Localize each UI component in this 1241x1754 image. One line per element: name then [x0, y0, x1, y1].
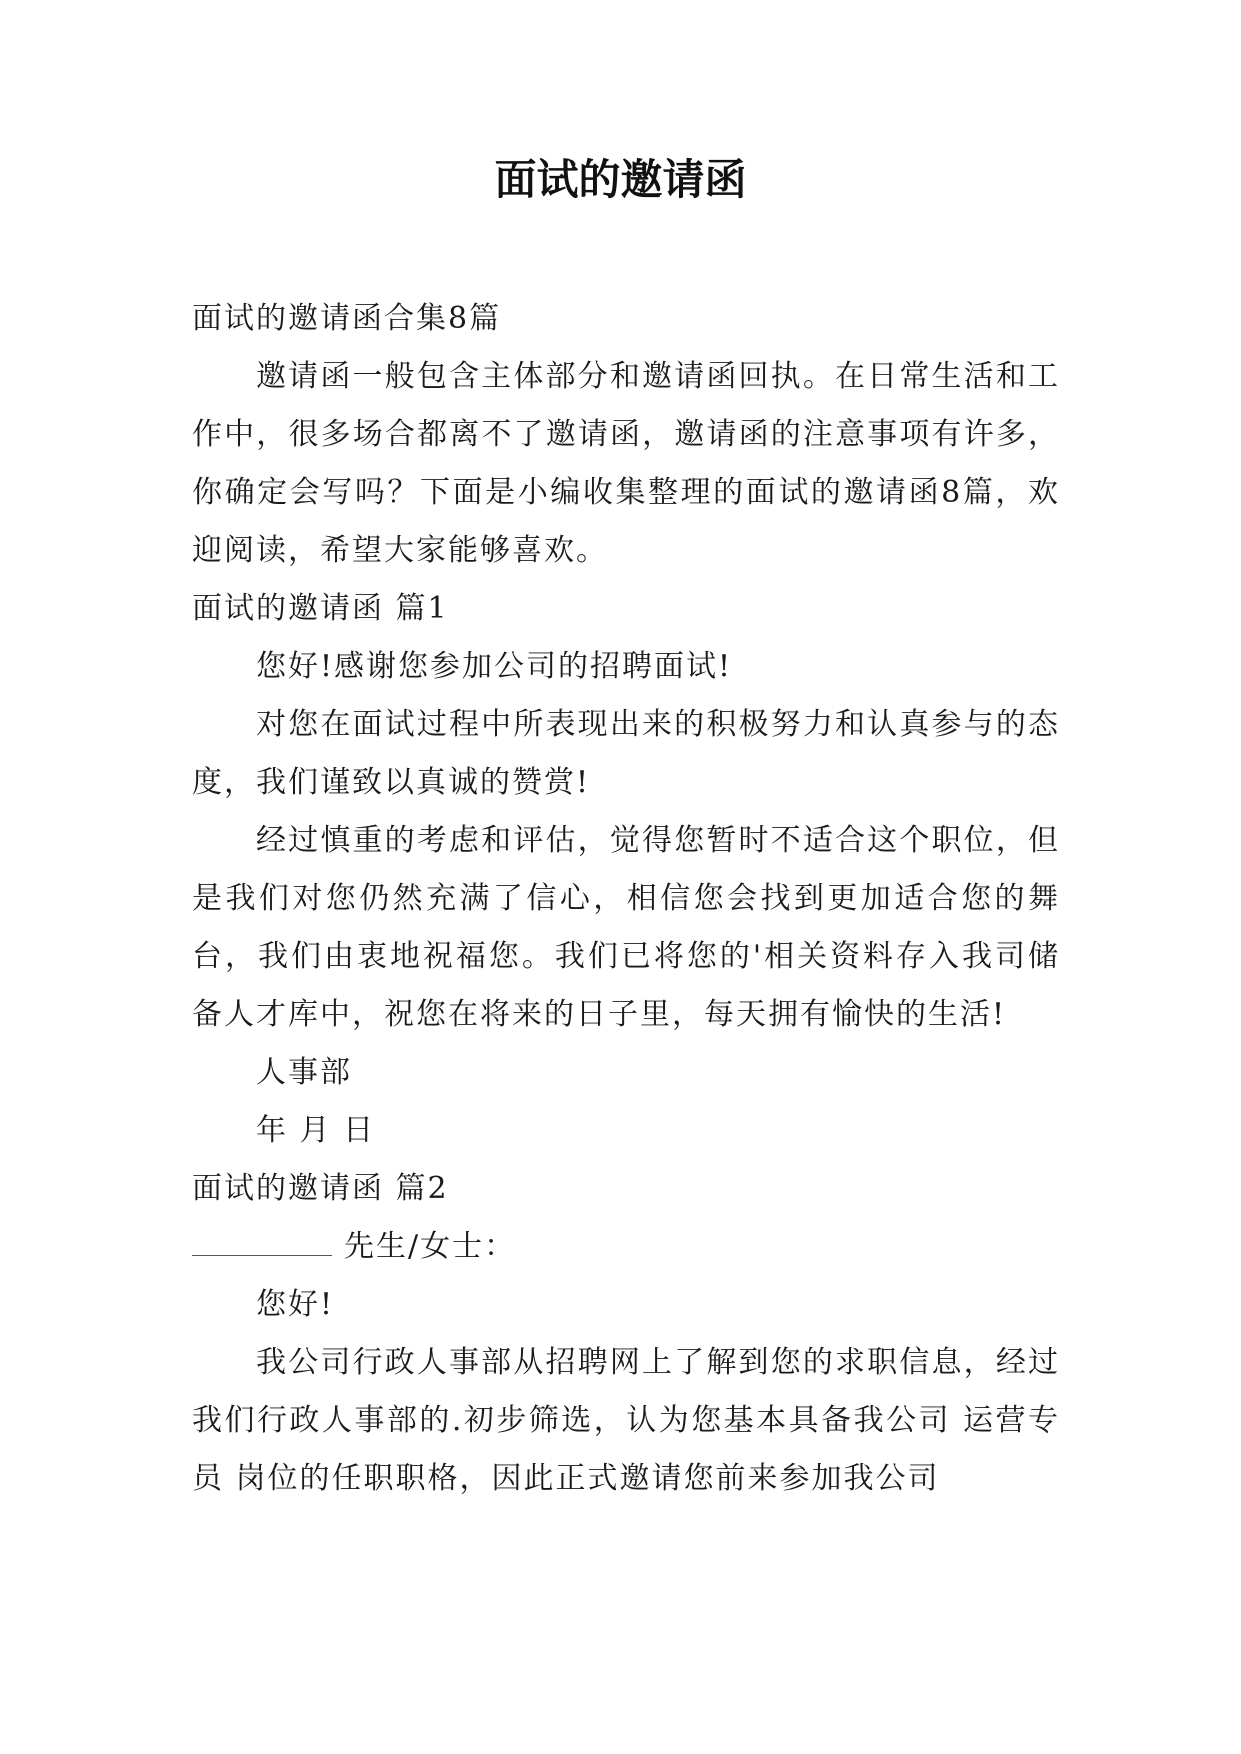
appreciation-paragraph: 对您在面试过程中所表现出来的积极努力和认真参与的态度，我们谨致以真诚的赞赏! [192, 707, 1060, 800]
name-blank [192, 1225, 332, 1256]
decision-paragraph: 经过慎重的考虑和评估，觉得您暂时不适合这个职位，但是我们对您仍然充满了信心，相信您会找到更加适合您的舞台，我们由衷地祝福您。我们已将您的'相关资料存入我司储备人才库中，祝您在将来的日子里，每天拥有愉快的生活! [192, 823, 1060, 1032]
greeting-2: 您好! [256, 1287, 335, 1322]
salutation-text: 先生/女士： [344, 1229, 517, 1264]
greeting-paragraph: 您好!感谢您参加公司的招聘面试! [256, 649, 733, 684]
document-title: 面试的邀请函 [494, 155, 747, 204]
section-heading-2: 面试的邀请函 篇2 [192, 1171, 449, 1206]
signature-department: 人事部 [256, 1055, 352, 1090]
signature-date: 年 月 日 [256, 1113, 376, 1148]
section-heading-1: 面试的邀请函 篇1 [192, 591, 449, 626]
salutation-line [192, 1218, 1060, 1276]
collection-subtitle: 面试的邀请函合集8篇 [192, 301, 502, 336]
intro-paragraph: 邀请函一般包含主体部分和邀请函回执。在日常生活和工作中，很多场合都离不了邀请函，邀请函的注意事项有许多，你确定会写吗？下面是小编收集整理的面试的邀请函8篇，欢迎阅读，希望大家能够喜欢。 [192, 359, 1060, 568]
document-body [192, 290, 1060, 1508]
invitation-paragraph: 我公司行政人事部从招聘网上了解到您的求职信息，经过我们行政人事部的.初步筛选，认为您基本具备我公司 运营专员 岗位的任职职格，因此正式邀请您前来参加我公司 [192, 1345, 1060, 1496]
